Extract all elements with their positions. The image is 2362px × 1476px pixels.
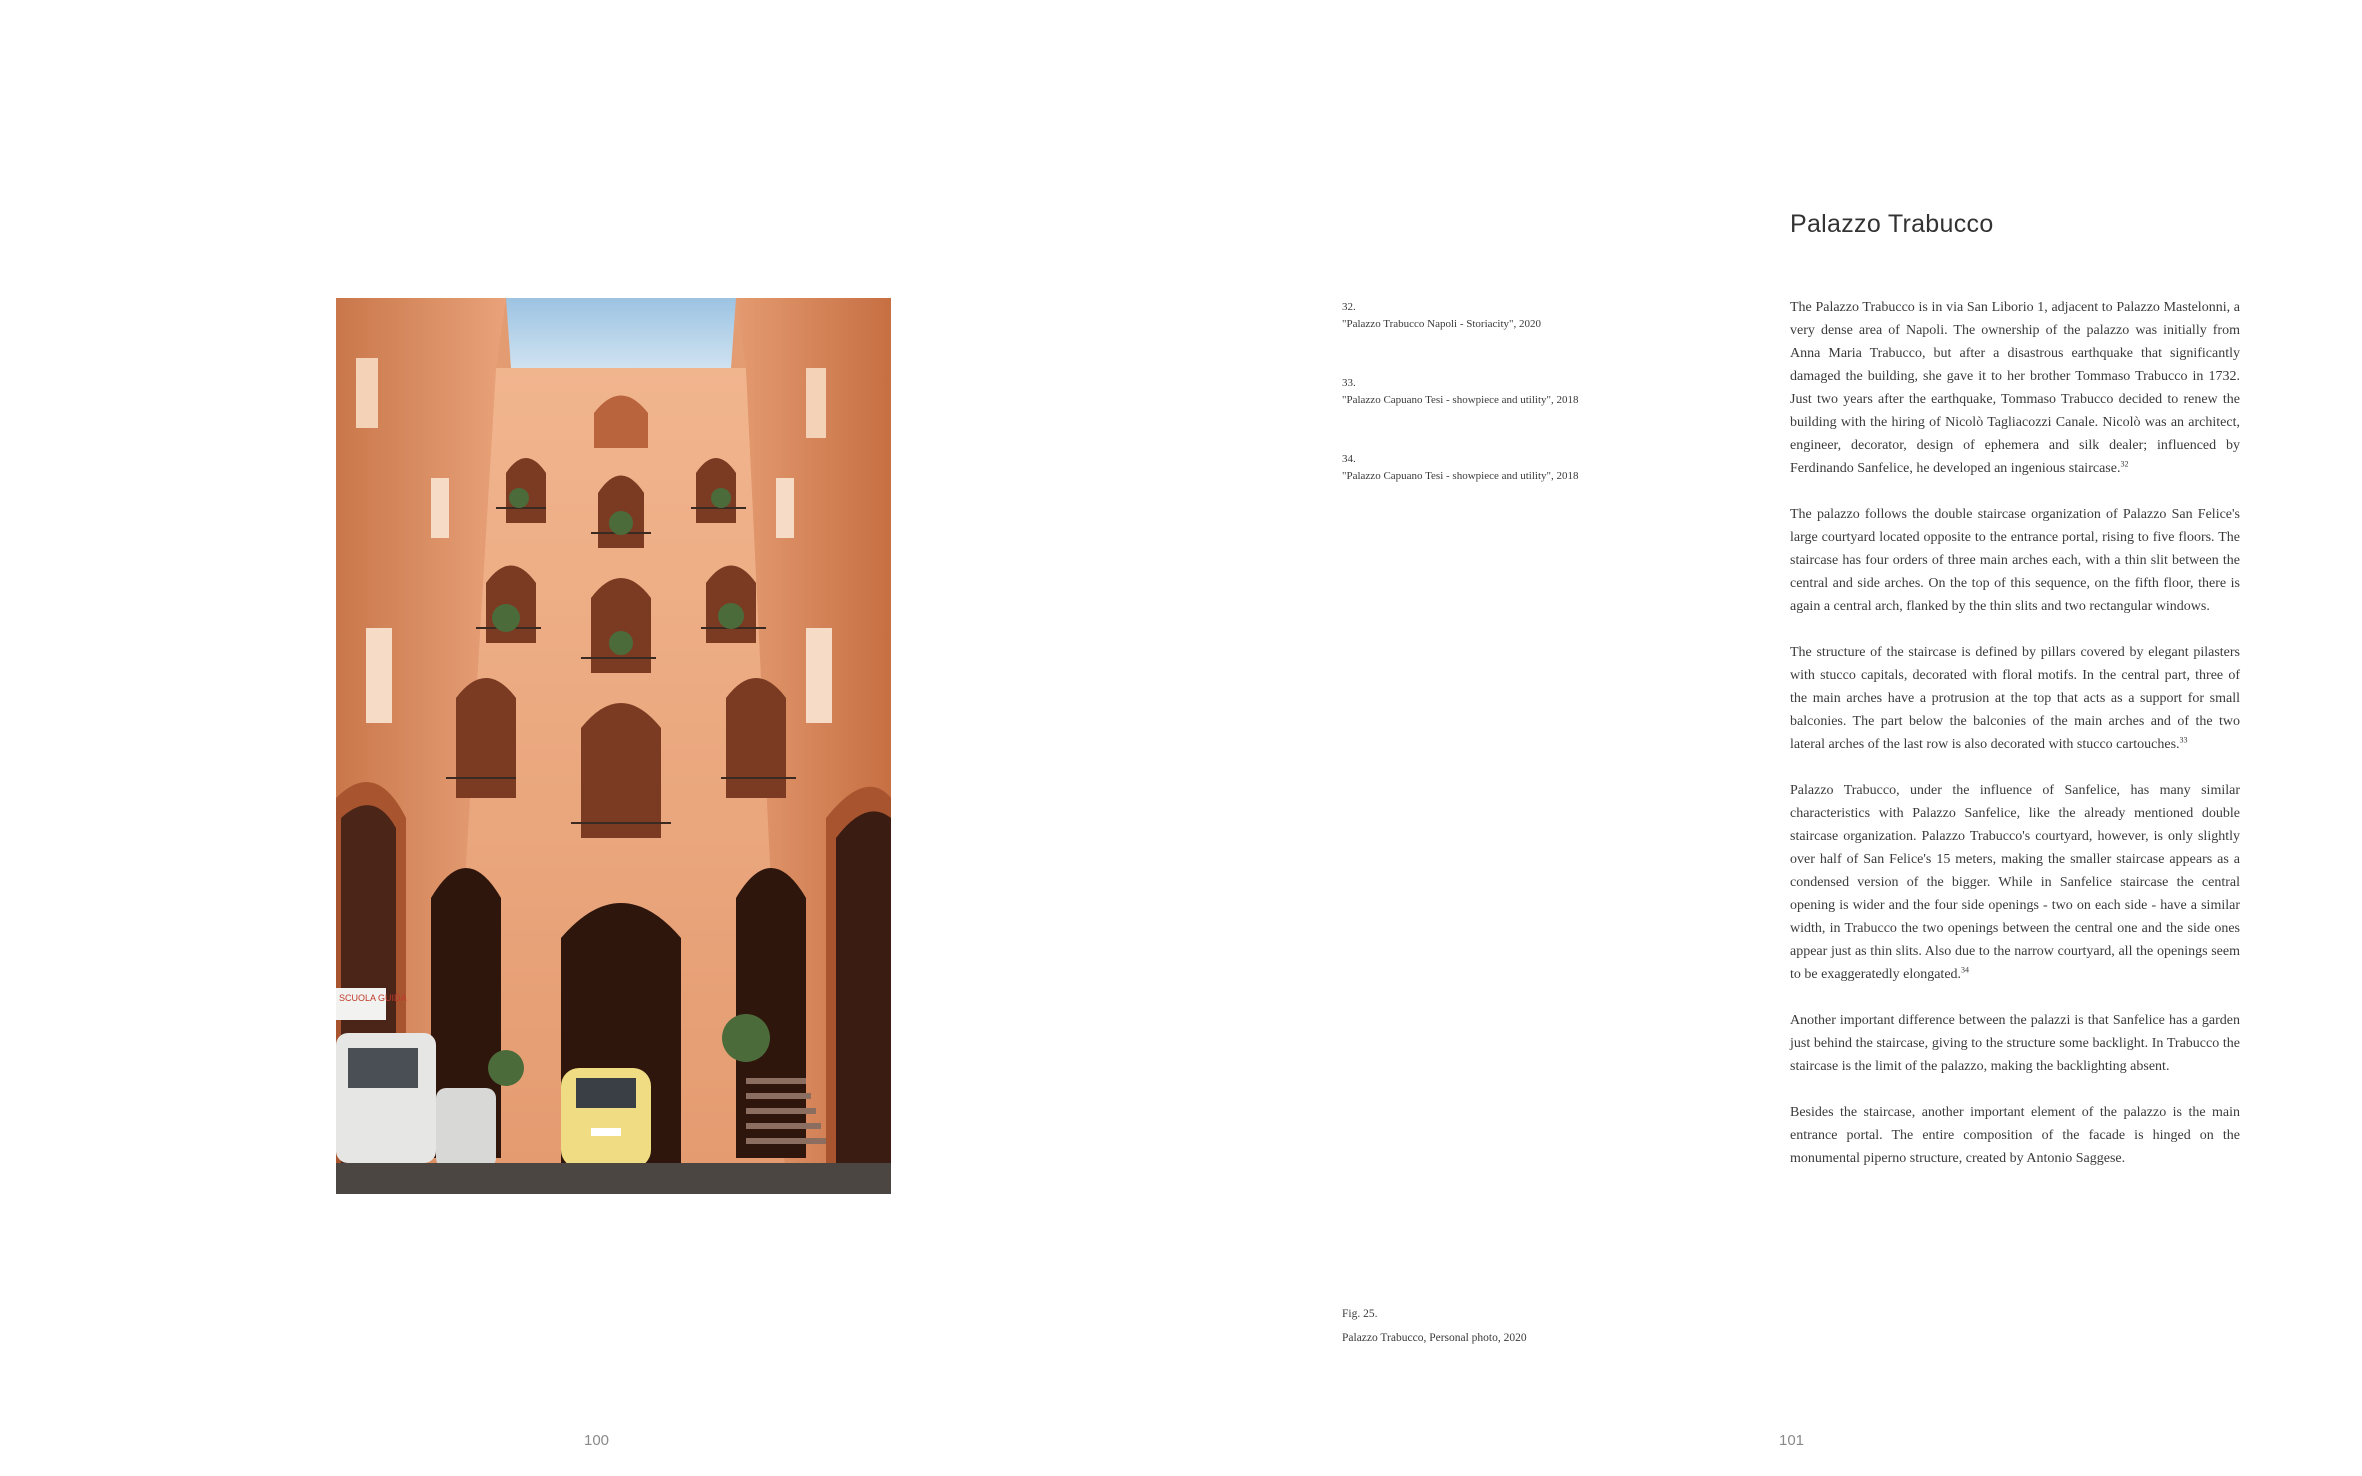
paragraph	[1790, 1101, 2240, 1170]
section-heading: Palazzo Trabucco	[1790, 210, 1994, 238]
photo-sign-text: SCUOLA GUIDA	[339, 993, 407, 1003]
page-number-left: 100	[584, 1432, 610, 1449]
figure-caption	[1342, 1306, 1762, 1346]
footnote-32	[1342, 300, 1762, 332]
figure-caption-text: Palazzo Trabucco, Personal photo, 2020	[1342, 1332, 1527, 1344]
page-number-right: 101	[1779, 1432, 1805, 1449]
paragraph	[1790, 503, 2240, 618]
paragraph	[1790, 296, 2240, 480]
paragraph-text: The Palazzo Trabucco is in via San Liborio 1, adjacent to Palazzo Mastelonni, a very dense area of Napoli. The ownership of the palazzo was initially from Anna Maria Trabucco, but after a disastrous earthquake that significantly damaged the building, she gave it to her brother Tommaso Trabucco in 1732. Just two years after the earthquake, Tommaso Trabucco decided to renew the building with the hiring of Nicolò Tagliacozzi Canale. Nicolò was an architect, engineer, decorator, design of ephemera and silk dealer; influenced by Ferdinando Sanfelice, he developed an ingenious staircase.	[1790, 300, 2240, 476]
footnote-reference: "Palazzo Trabucco Napoli - Storiacity", 2020	[1342, 318, 1541, 330]
paragraph-text: Another important difference between the palazzi is that Sanfelice has a garden just behind the staircase, giving to the structure some backlight. In Trabucco the staircase is the limit of the palazzo, making the backlighting absent.	[1790, 1013, 2240, 1074]
paragraph	[1790, 779, 2240, 986]
paragraph	[1790, 641, 2240, 756]
footnote-reference: "Palazzo Capuano Tesi - showpiece and utility", 2018	[1342, 394, 1579, 406]
footnote-marker: 32	[2120, 459, 2129, 469]
footnote-marker: 33	[2179, 735, 2188, 745]
paragraph	[1790, 1009, 2240, 1078]
paragraph-text: The structure of the staircase is defined by pillars covered by elegant pilasters with stucco capitals, decorated with floral motifs. In the central part, three of the main arches have a protrusion at the top that acts as a support for small balconies. The part below the balconies of the main arches and of the two lateral arches of the last row is also decorated with stucco cartouches.	[1790, 645, 2240, 752]
courtyard-illustration	[336, 298, 891, 1194]
paragraph-text: The palazzo follows the double staircase organization of Palazzo San Felice's large courtyard located opposite to the entrance portal, rising to five floors. The staircase has four orders of three main arches each, with a thin slit between the central and side arches. On the top of this sequence, on the fifth floor, there is again a central arch, flanked by the thin slits and two rectangular windows.	[1790, 507, 2240, 614]
body-text	[1790, 296, 2240, 1193]
footnote-marker: 34	[1961, 965, 1970, 975]
footnote-reference: "Palazzo Capuano Tesi - showpiece and utility", 2018	[1342, 470, 1579, 482]
footnote-number: 33.	[1342, 377, 1356, 389]
footnote-34	[1342, 452, 1762, 484]
footnote-33	[1342, 376, 1762, 408]
courtyard-photo	[336, 298, 891, 1194]
figure-number: Fig. 25.	[1342, 1308, 1378, 1320]
footnote-number: 32.	[1342, 301, 1356, 313]
footnote-number: 34.	[1342, 453, 1356, 465]
footnotes	[1342, 300, 1762, 528]
paragraph-text: Besides the staircase, another important element of the palazzo is the main entrance portal. The entire composition of the facade is hinged on the monumental piperno structure, created by Antonio Saggese.	[1790, 1105, 2240, 1166]
paragraph-text: Palazzo Trabucco, under the influence of Sanfelice, has many similar characteristics with Palazzo Sanfelice, like the already mentioned double staircase organization. Palazzo Trabucco's courtyard, however, is only slightly over half of San Felice's 15 meters, making the smaller staircase appears as a condensed version of the bigger. While in Sanfelice staircase the central opening is wider and the four side openings - two on each side - have a similar width, in Trabucco the two openings between the central one and the side ones appear just as thin slits. Also due to the narrow courtyard, all the openings seem to be exaggeratedly elongated.	[1790, 783, 2240, 982]
